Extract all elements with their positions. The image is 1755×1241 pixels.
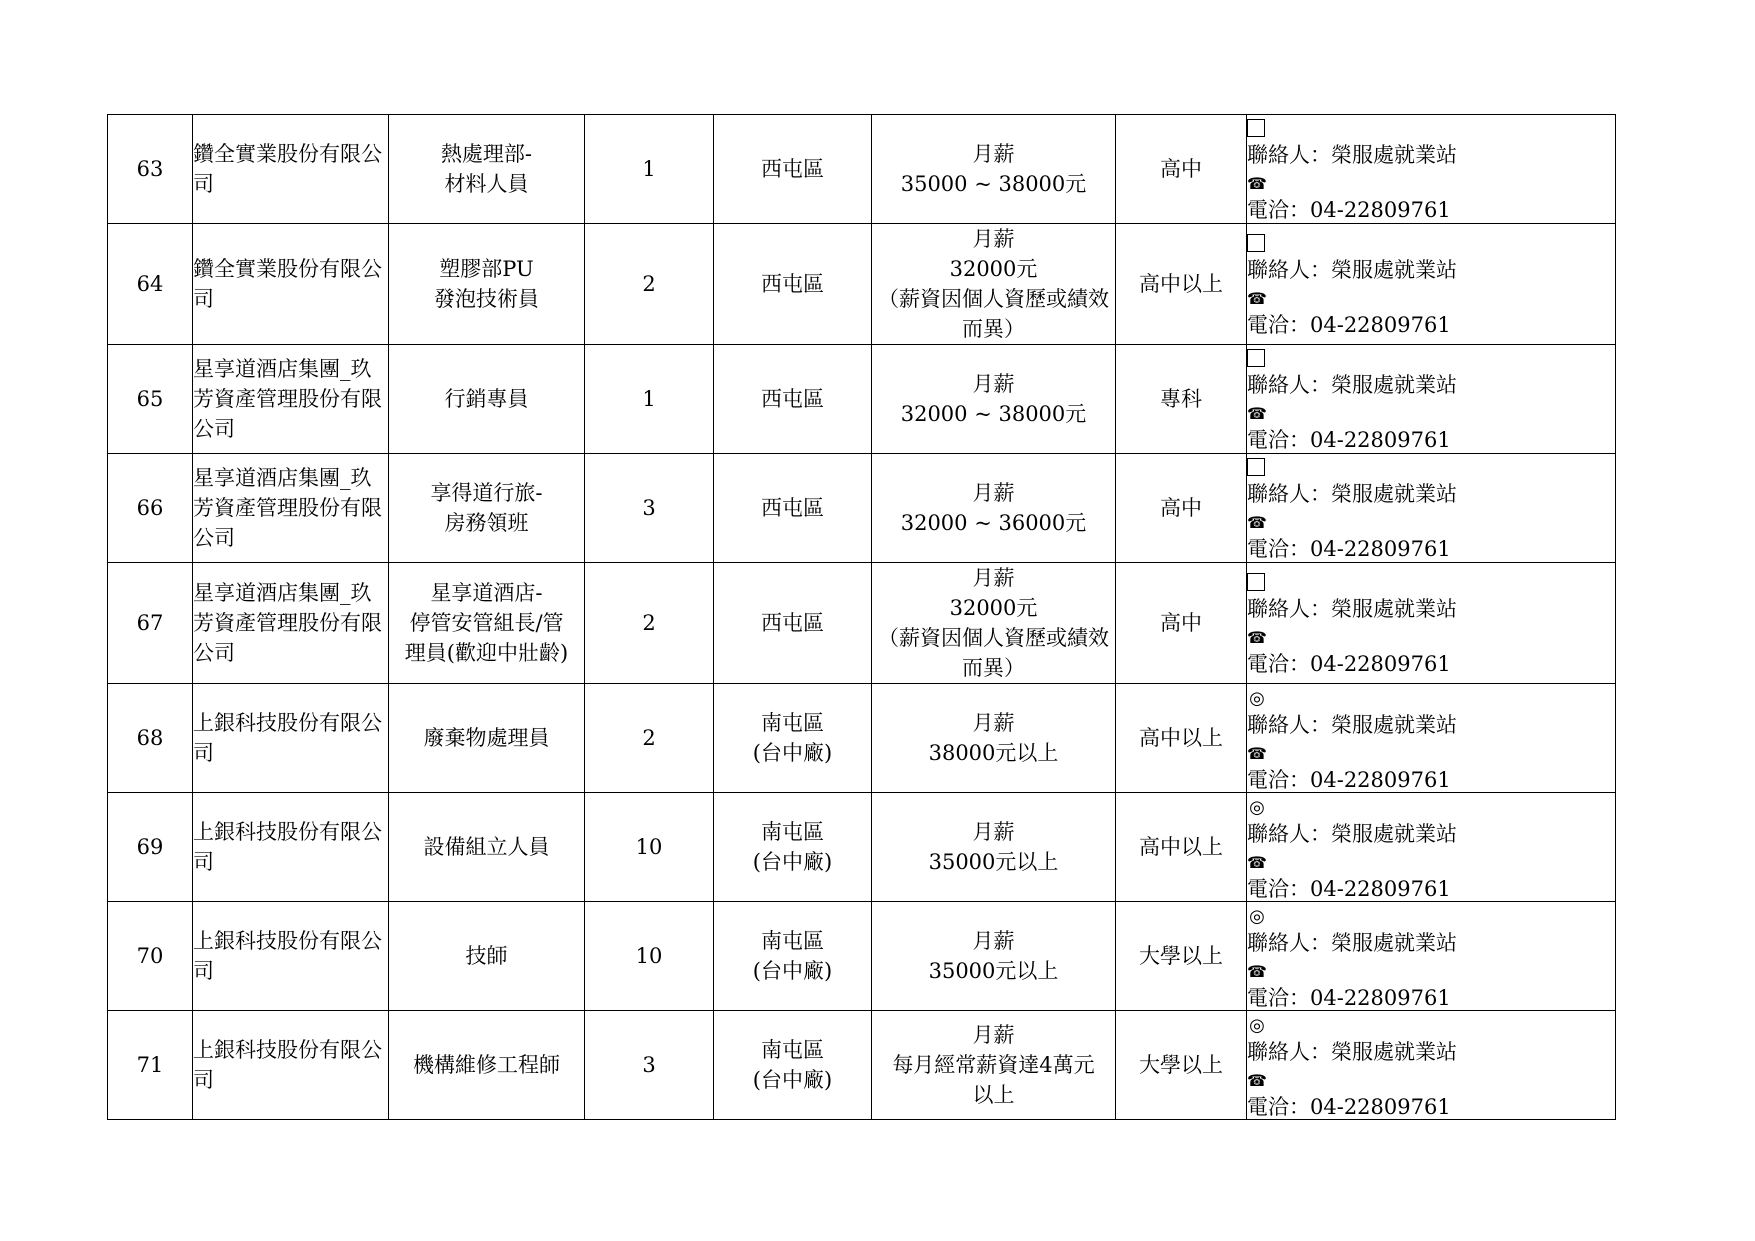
phone-icon: ☎: [1247, 1071, 1267, 1090]
job-title-line: 材料人員: [444, 172, 529, 196]
contact-cell: [1247, 563, 1616, 684]
company-name: 星享道酒店集團_玖芳資產管理股份有限公司: [193, 581, 382, 665]
job-title-line: 享得道行旅-: [430, 481, 543, 505]
salary-cell: [872, 1011, 1116, 1120]
contact-info: [1247, 684, 1615, 792]
row-number: 71: [136, 1053, 164, 1077]
checkbox-icon: [1247, 234, 1265, 252]
contact-person: 聯絡人：榮服處就業站: [1247, 713, 1457, 737]
phone-number: 電洽：04-22809761: [1247, 768, 1451, 792]
work-area-line: (台中廠): [752, 959, 833, 983]
row-number: 65: [136, 387, 164, 411]
contact-person: 聯絡人：榮服處就業站: [1247, 822, 1457, 846]
education-cell: [1116, 1011, 1247, 1120]
table-row: [108, 115, 1616, 224]
salary-line: 32000 ~ 38000元: [900, 402, 1087, 426]
row-number-cell: [108, 1011, 193, 1120]
phone-icon: ☎: [1247, 853, 1267, 872]
salary-cell: [872, 224, 1116, 345]
work-area-cell: [714, 224, 872, 345]
contact-info: [1247, 115, 1615, 223]
salary-line: （薪資因個人資歷或績效而異）: [878, 287, 1109, 341]
company-name: 上銀科技股份有限公司: [193, 929, 382, 983]
contact-person-line: [1247, 115, 1615, 169]
phone-icon: ☎: [1247, 628, 1267, 647]
headcount-cell: [585, 115, 714, 224]
work-area-line: (台中廠): [752, 850, 833, 874]
job-title-line: 理員(歡迎中壯齡): [404, 641, 569, 665]
table-row: [108, 684, 1616, 793]
salary-cell: [872, 454, 1116, 563]
headcount-cell: [585, 345, 714, 454]
phone-icon: ☎: [1247, 174, 1267, 193]
phone-number: 電洽：04-22809761: [1247, 313, 1451, 337]
job-title-cell: [389, 563, 585, 684]
table-row: [108, 454, 1616, 563]
salary-cell: [872, 684, 1116, 793]
company-cell: [193, 345, 389, 454]
headcount-cell: [585, 1011, 714, 1120]
work-area-line: 西屯區: [761, 611, 824, 635]
row-number-cell: [108, 684, 193, 793]
contact-cell: [1247, 345, 1616, 454]
job-title-cell: [389, 1011, 585, 1120]
phone-number: 電洽：04-22809761: [1247, 877, 1451, 901]
job-title-cell: [389, 684, 585, 793]
contact-cell: [1247, 793, 1616, 902]
salary-cell: [872, 793, 1116, 902]
contact-person: 聯絡人：榮服處就業站: [1247, 931, 1457, 955]
contact-info: [1247, 902, 1615, 1010]
contact-person-line: [1247, 902, 1615, 957]
education-cell: [1116, 115, 1247, 224]
salary-line: 月薪: [972, 1023, 1015, 1047]
job-title-line: 行銷專員: [444, 387, 529, 411]
work-area-line: 西屯區: [761, 157, 824, 181]
job-listing-table: [107, 114, 1616, 1120]
salary-line: 每月經常薪資達4萬元: [892, 1053, 1095, 1077]
education-cell: [1116, 454, 1247, 563]
headcount-cell: [585, 684, 714, 793]
education-requirement: 大學以上: [1139, 1053, 1223, 1077]
job-title-line: 熱處理部-: [440, 142, 533, 166]
company-cell: [193, 454, 389, 563]
headcount: 10: [635, 944, 663, 968]
contact-person: 聯絡人：榮服處就業站: [1247, 482, 1457, 506]
headcount: 2: [642, 611, 656, 635]
company-name: 上銀科技股份有限公司: [193, 1038, 382, 1092]
work-area-cell: [714, 793, 872, 902]
salary-line: 32000 ~ 36000元: [900, 511, 1087, 535]
salary-cell: [872, 115, 1116, 224]
company-cell: [193, 563, 389, 684]
contact-person: 聯絡人：榮服處就業站: [1247, 1040, 1457, 1064]
headcount: 1: [642, 157, 656, 181]
headcount: 3: [642, 496, 656, 520]
company-name: 鑽全實業股份有限公司: [193, 142, 382, 196]
contact-person-line: [1247, 1011, 1615, 1066]
salary-line: 月薪: [972, 227, 1015, 251]
job-title-cell: [389, 454, 585, 563]
work-area-line: 西屯區: [761, 496, 824, 520]
contact-person: 聯絡人：榮服處就業站: [1247, 597, 1457, 621]
salary-line: 35000元以上: [928, 959, 1059, 983]
work-area-cell: [714, 1011, 872, 1120]
table-row: [108, 563, 1616, 684]
job-title-line: 廢棄物處理員: [423, 726, 550, 750]
contact-info: [1247, 454, 1615, 562]
checkbox-icon: [1247, 349, 1265, 367]
salary-line: （薪資因個人資歷或績效而異）: [878, 626, 1109, 680]
work-area-line: 南屯區: [761, 1038, 824, 1062]
phone-number: 電洽：04-22809761: [1247, 986, 1451, 1010]
company-name: 鑽全實業股份有限公司: [193, 257, 382, 311]
salary-line: 月薪: [972, 142, 1015, 166]
phone-line: [1247, 399, 1615, 453]
work-area-cell: [714, 684, 872, 793]
salary-line: 月薪: [972, 929, 1015, 953]
row-number-cell: [108, 345, 193, 454]
education-requirement: 高中: [1160, 157, 1202, 181]
education-cell: [1116, 345, 1247, 454]
selected-circle-icon: ◎: [1249, 1015, 1265, 1036]
headcount: 2: [642, 726, 656, 750]
salary-line: 月薪: [972, 711, 1015, 735]
company-name: 上銀科技股份有限公司: [193, 820, 382, 874]
job-title-line: 機構維修工程師: [413, 1053, 560, 1077]
phone-icon: ☎: [1247, 744, 1267, 763]
education-cell: [1116, 902, 1247, 1011]
selected-circle-icon: ◎: [1249, 688, 1265, 709]
phone-line: [1247, 508, 1615, 562]
headcount-cell: [585, 224, 714, 345]
contact-info: [1247, 230, 1615, 338]
education-requirement: 專科: [1160, 387, 1202, 411]
phone-line: [1247, 1066, 1615, 1119]
salary-line: 35000元以上: [928, 850, 1059, 874]
work-area-line: 南屯區: [761, 929, 824, 953]
phone-number: 電洽：04-22809761: [1247, 428, 1451, 452]
headcount-cell: [585, 793, 714, 902]
salary-line: 月薪: [972, 372, 1015, 396]
contact-info: [1247, 793, 1615, 901]
row-number-cell: [108, 902, 193, 1011]
checkbox-icon: [1247, 573, 1265, 591]
education-cell: [1116, 563, 1247, 684]
work-area-line: 西屯區: [761, 387, 824, 411]
headcount-cell: [585, 563, 714, 684]
phone-icon: ☎: [1247, 513, 1267, 532]
contact-cell: [1247, 1011, 1616, 1120]
work-area-line: (台中廠): [752, 1068, 833, 1092]
phone-number: 電洽：04-22809761: [1247, 537, 1451, 561]
row-number: 67: [136, 611, 164, 635]
education-cell: [1116, 684, 1247, 793]
work-area-cell: [714, 563, 872, 684]
row-number-cell: [108, 115, 193, 224]
company-cell: [193, 115, 389, 224]
phone-line: [1247, 957, 1615, 1010]
salary-line: 月薪: [972, 820, 1015, 844]
table-row: [108, 345, 1616, 454]
table-row: [108, 224, 1616, 345]
phone-icon: ☎: [1247, 404, 1267, 423]
selected-circle-icon: ◎: [1249, 797, 1265, 818]
job-title-line: 塑膠部PU: [439, 257, 534, 281]
contact-person-line: [1247, 345, 1615, 399]
job-title-cell: [389, 224, 585, 345]
job-title-cell: [389, 345, 585, 454]
job-title-line: 星享道酒店-: [430, 581, 543, 605]
row-number: 64: [136, 272, 164, 296]
salary-line: 32000元: [949, 257, 1038, 281]
phone-number: 電洽：04-22809761: [1247, 198, 1451, 222]
row-number: 68: [136, 726, 164, 750]
company-name: 上銀科技股份有限公司: [193, 711, 382, 765]
work-area-cell: [714, 902, 872, 1011]
job-listing-body: [108, 115, 1616, 1120]
phone-number: 電洽：04-22809761: [1247, 1095, 1451, 1119]
table-row: [108, 902, 1616, 1011]
phone-icon: ☎: [1247, 962, 1267, 981]
contact-cell: [1247, 454, 1616, 563]
education-requirement: 大學以上: [1139, 944, 1223, 968]
row-number-cell: [108, 224, 193, 345]
work-area-cell: [714, 115, 872, 224]
education-requirement: 高中以上: [1139, 835, 1223, 859]
education-requirement: 高中: [1160, 496, 1202, 520]
education-requirement: 高中以上: [1139, 272, 1223, 296]
education-requirement: 高中: [1160, 611, 1202, 635]
contact-cell: [1247, 684, 1616, 793]
contact-cell: [1247, 902, 1616, 1011]
job-title-cell: [389, 115, 585, 224]
headcount: 1: [642, 387, 656, 411]
phone-number: 電洽：04-22809761: [1247, 652, 1451, 676]
headcount: 10: [635, 835, 663, 859]
company-cell: [193, 1011, 389, 1120]
salary-line: 35000 ~ 38000元: [900, 172, 1087, 196]
headcount: 3: [642, 1053, 656, 1077]
phone-line: [1247, 848, 1615, 901]
company-cell: [193, 684, 389, 793]
phone-icon: ☎: [1247, 289, 1267, 308]
checkbox-icon: [1247, 458, 1265, 476]
job-title-cell: [389, 793, 585, 902]
row-number: 69: [136, 835, 164, 859]
table-row: [108, 793, 1616, 902]
work-area-cell: [714, 345, 872, 454]
contact-info: [1247, 345, 1615, 453]
contact-person-line: [1247, 684, 1615, 739]
salary-cell: [872, 345, 1116, 454]
salary-line: 32000元: [949, 596, 1038, 620]
salary-cell: [872, 902, 1116, 1011]
job-title-line: 房務領班: [444, 511, 529, 535]
contact-cell: [1247, 115, 1616, 224]
work-area-line: (台中廠): [752, 741, 833, 765]
row-number: 63: [136, 157, 164, 181]
company-cell: [193, 902, 389, 1011]
headcount: 2: [642, 272, 656, 296]
education-requirement: 高中以上: [1139, 726, 1223, 750]
company-cell: [193, 793, 389, 902]
contact-info: [1247, 569, 1615, 677]
work-area-line: 南屯區: [761, 711, 824, 735]
contact-person-line: [1247, 454, 1615, 508]
contact-person: 聯絡人：榮服處就業站: [1247, 143, 1457, 167]
job-title-cell: [389, 902, 585, 1011]
job-title-line: 發泡技術員: [434, 287, 539, 311]
work-area-line: 南屯區: [761, 820, 824, 844]
contact-person-line: [1247, 569, 1615, 623]
job-title-line: 停管安管組長/管: [409, 611, 564, 635]
work-area-line: 西屯區: [761, 272, 824, 296]
headcount-cell: [585, 454, 714, 563]
job-title-line: 技師: [465, 944, 508, 968]
contact-cell: [1247, 224, 1616, 345]
work-area-cell: [714, 454, 872, 563]
contact-person: 聯絡人：榮服處就業站: [1247, 373, 1457, 397]
company-name: 星享道酒店集團_玖芳資產管理股份有限公司: [193, 357, 382, 441]
phone-line: [1247, 284, 1615, 338]
selected-circle-icon: ◎: [1249, 906, 1265, 927]
headcount-cell: [585, 902, 714, 1011]
contact-person: 聯絡人：榮服處就業站: [1247, 258, 1457, 282]
salary-line: 以上: [972, 1083, 1015, 1107]
company-name: 星享道酒店集團_玖芳資產管理股份有限公司: [193, 466, 382, 550]
row-number: 66: [136, 496, 164, 520]
job-title-line: 設備組立人員: [423, 835, 550, 859]
checkbox-icon: [1247, 119, 1265, 137]
salary-line: 月薪: [972, 566, 1015, 590]
company-cell: [193, 224, 389, 345]
row-number-cell: [108, 454, 193, 563]
contact-info: [1247, 1011, 1615, 1119]
education-cell: [1116, 224, 1247, 345]
phone-line: [1247, 739, 1615, 792]
education-cell: [1116, 793, 1247, 902]
salary-cell: [872, 563, 1116, 684]
row-number: 70: [136, 944, 164, 968]
salary-line: 38000元以上: [928, 741, 1059, 765]
phone-line: [1247, 169, 1615, 223]
row-number-cell: [108, 793, 193, 902]
contact-person-line: [1247, 793, 1615, 848]
row-number-cell: [108, 563, 193, 684]
table-row: [108, 1011, 1616, 1120]
contact-person-line: [1247, 230, 1615, 284]
phone-line: [1247, 623, 1615, 677]
salary-line: 月薪: [972, 481, 1015, 505]
